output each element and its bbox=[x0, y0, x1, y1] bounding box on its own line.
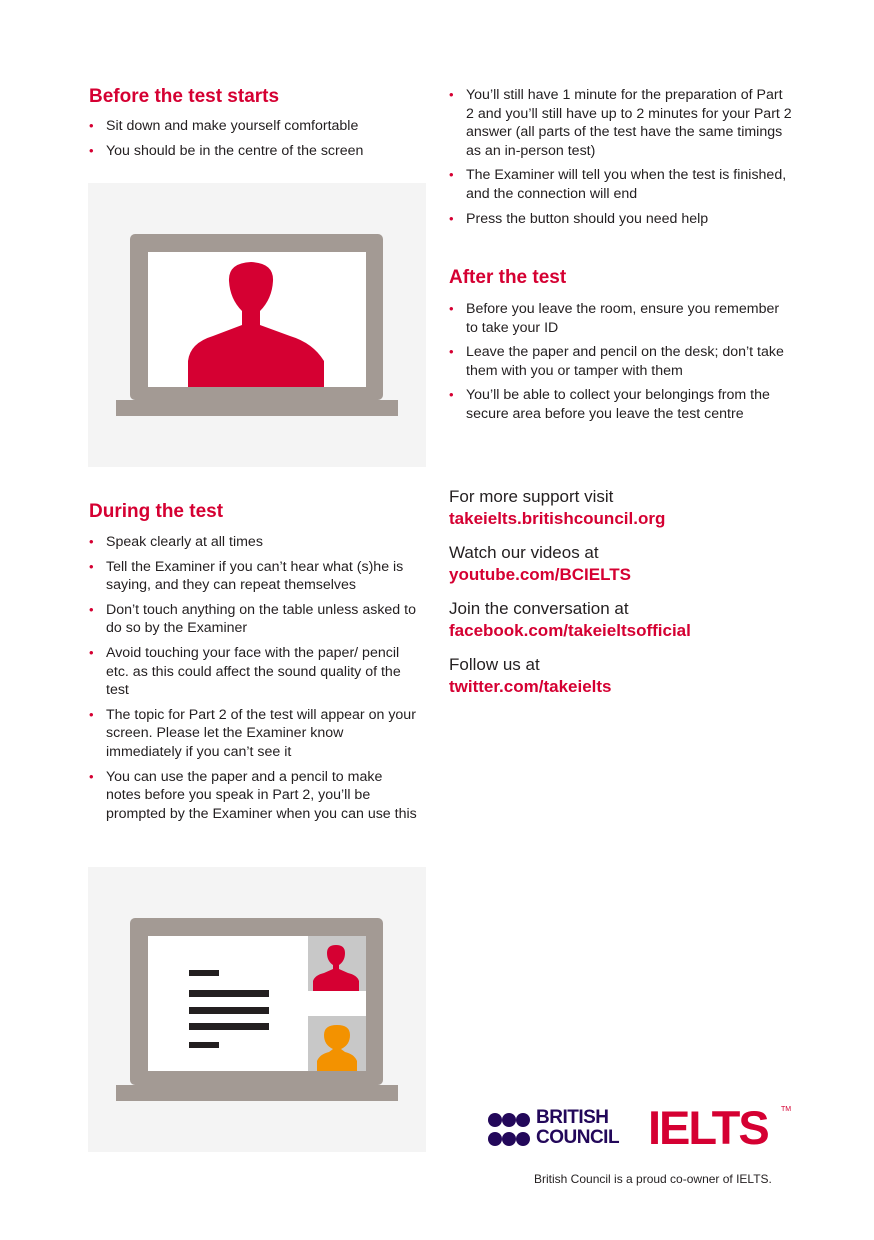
after-title: After the test bbox=[449, 267, 567, 288]
during-section bbox=[89, 501, 419, 829]
list-item: • You can use the paper and a pencil to make notes before you speak in Part 2, you’ll be prompted by the Examiner when you can use this bbox=[89, 768, 417, 822]
videos-label: Watch our videos at bbox=[449, 543, 599, 562]
british-council-dots-icon bbox=[488, 1110, 532, 1154]
twitter-link[interactable]: twitter.com/takeielts bbox=[449, 677, 612, 696]
during-title: During the test bbox=[89, 501, 224, 522]
conversation-label: Join the conversation at bbox=[449, 599, 629, 618]
list-item: • Tell the Examiner if you can’t hear what (s)he is saying, and they can repeat themselves bbox=[89, 558, 404, 594]
list-item: • Speak clearly at all times bbox=[89, 534, 263, 550]
after-list bbox=[449, 300, 794, 424]
list-item: • Avoid touching your face with the paper/ pencil etc. as this could affect the sound quality of the test bbox=[89, 644, 401, 699]
list-item: • You should be in the centre of the screen bbox=[89, 142, 364, 159]
during-list bbox=[89, 533, 419, 823]
list-item: • Sit down and make yourself comfortable bbox=[89, 118, 359, 134]
laptop-single-person-icon bbox=[88, 183, 426, 467]
list-item: • Leave the paper and pencil on the desk; don’t take them with you or tamper with them bbox=[449, 344, 784, 379]
list-item: • You’ll be able to collect your belongings from the secure area before you leave the test centre bbox=[449, 387, 770, 422]
list-item: • Don’t touch anything on the table unless asked to do so by the Examiner bbox=[89, 601, 416, 637]
before-list bbox=[89, 117, 419, 160]
logo-row bbox=[488, 1101, 792, 1156]
during-continued-section bbox=[449, 86, 794, 234]
co-owner-footnote: British Council is a proud co-owner of IELTS. bbox=[534, 1172, 772, 1186]
laptop-illustration-candidate bbox=[88, 183, 426, 467]
list-item: • You’ll still have 1 minute for the preparation of Part 2 and you’ll still have up to 2 minutes for your Part 2 answer (all parts of the test have the same timings as an in-person test) bbox=[449, 87, 792, 159]
support-label: For more support visit bbox=[449, 487, 614, 506]
support-links bbox=[449, 486, 794, 710]
during-continued-list bbox=[449, 86, 794, 228]
list-item: • Before you leave the room, ensure you remember to take your ID bbox=[449, 301, 780, 336]
list-item: • Press the button should you need help bbox=[449, 210, 709, 227]
after-section bbox=[449, 267, 794, 430]
before-section bbox=[89, 86, 419, 166]
trademark-mark: TM bbox=[781, 1106, 792, 1113]
laptop-illustration-video-call bbox=[88, 867, 426, 1152]
before-title: Before the test starts bbox=[89, 86, 280, 107]
list-item: • The topic for Part 2 of the test will appear on your screen. Please let the Examiner know immediately if you can’t see it bbox=[89, 706, 416, 760]
website-link[interactable]: takeielts.britishcouncil.org bbox=[449, 509, 666, 528]
facebook-link[interactable]: facebook.com/takeieltsofficial bbox=[449, 621, 691, 640]
follow-label: Follow us at bbox=[449, 655, 540, 674]
ielts-logo: IELTS bbox=[648, 1101, 768, 1154]
british-council-logo: BRITISH COUNCIL bbox=[536, 1107, 620, 1148]
youtube-link[interactable]: youtube.com/BCIELTS bbox=[449, 565, 631, 584]
list-item: • The Examiner will tell you when the test is finished, and the connection will end bbox=[449, 167, 787, 202]
laptop-video-call-icon bbox=[88, 867, 426, 1152]
